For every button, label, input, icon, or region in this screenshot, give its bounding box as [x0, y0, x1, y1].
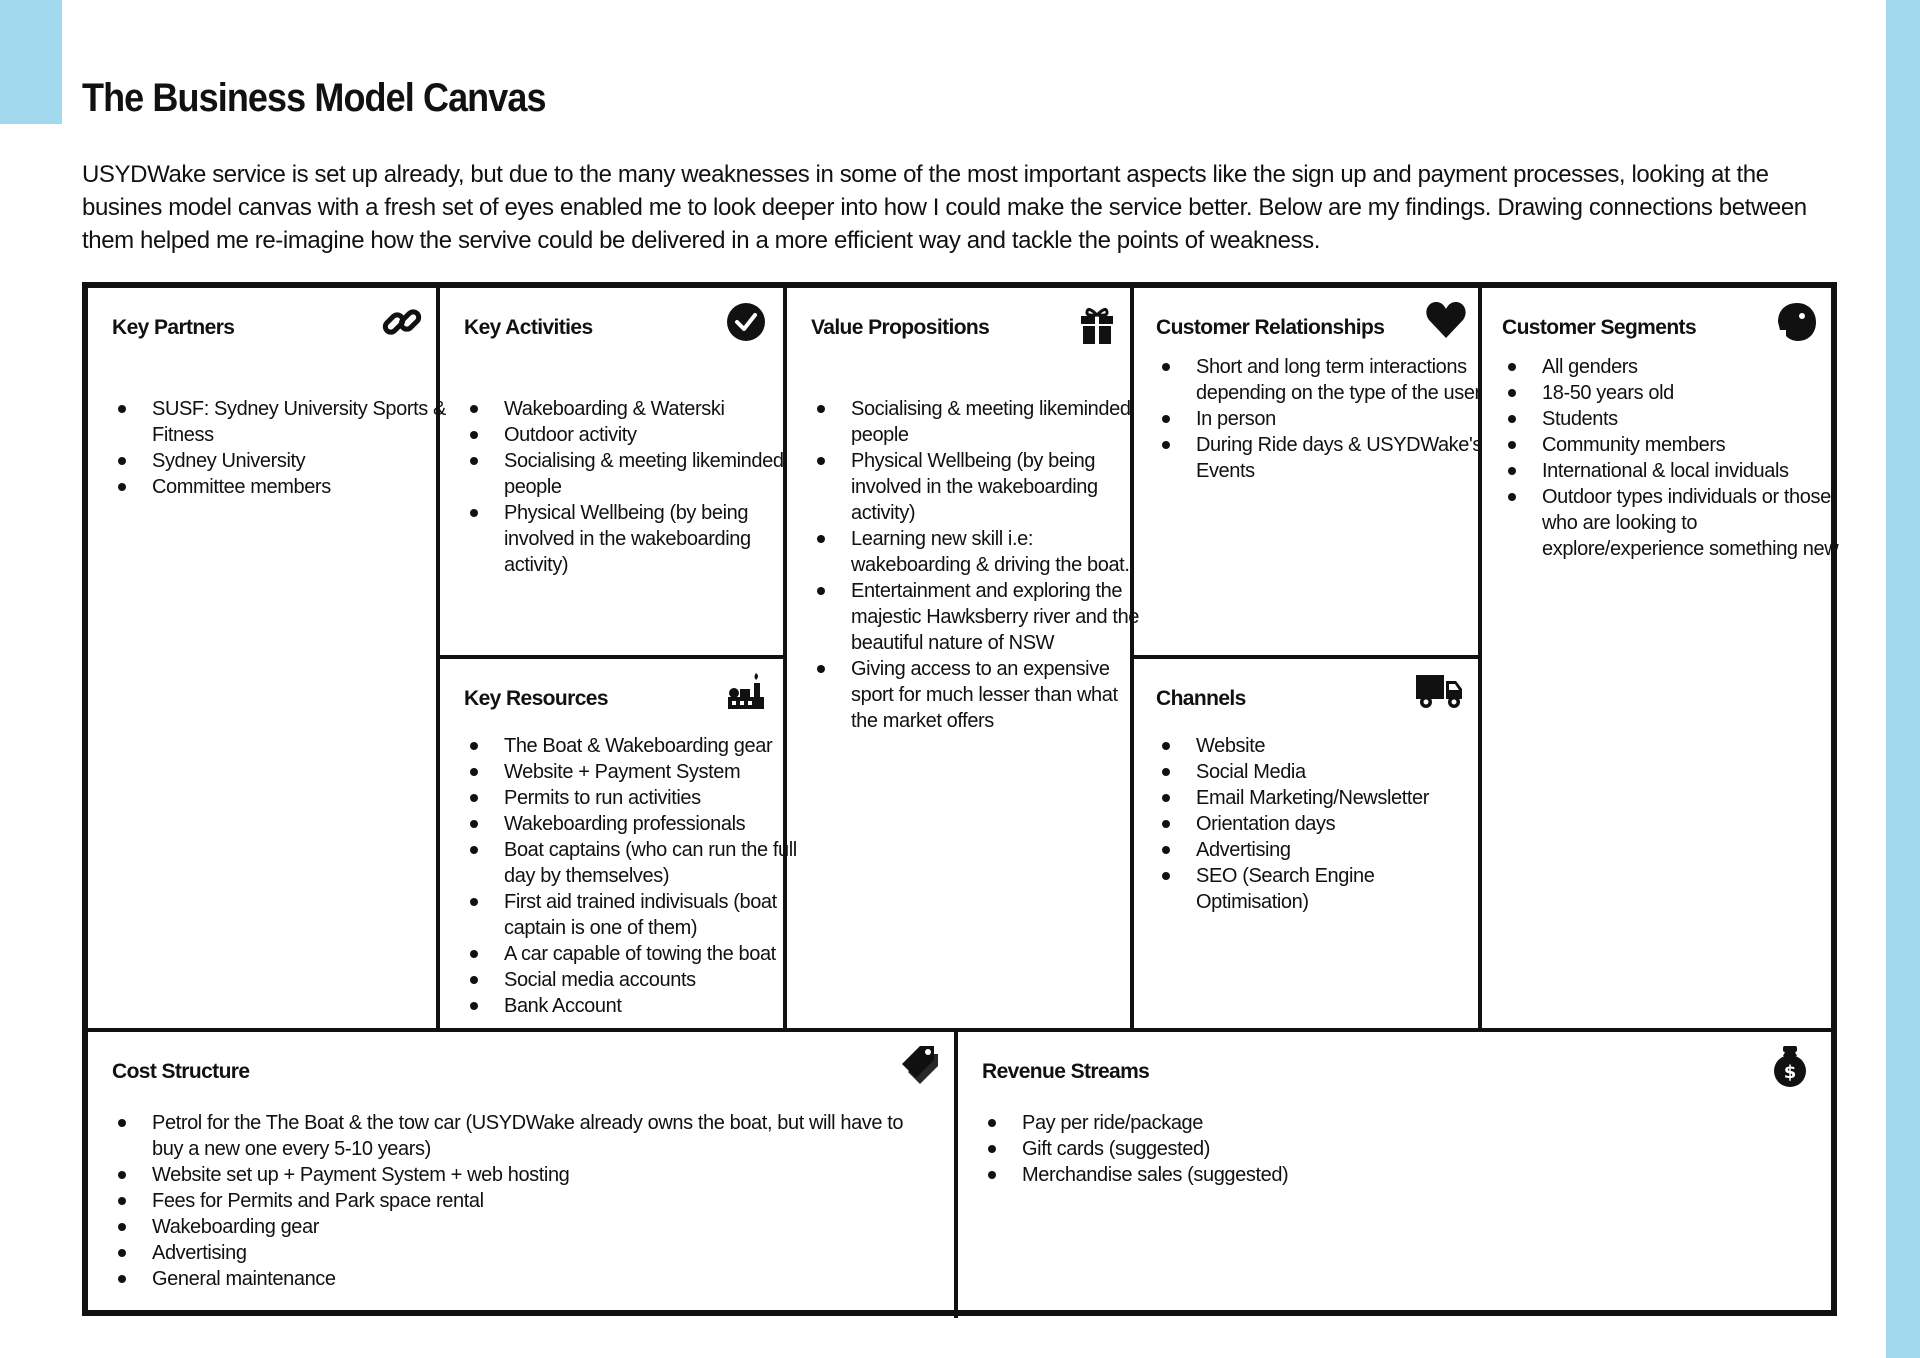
- list-item: Social Media: [1196, 759, 1486, 785]
- block-title: Channels: [1156, 687, 1246, 710]
- list-item: Website + Payment System: [504, 759, 804, 785]
- page-title: The Business Model Canvas: [82, 76, 546, 120]
- list-item: Outdoor types individuals or those who are looking to explore/experience something new: [1542, 484, 1842, 562]
- list-item: Website set up + Payment System + web hosting: [152, 1162, 932, 1188]
- block-title: Key Resources: [464, 687, 608, 710]
- list-item: All genders: [1542, 354, 1842, 380]
- list-item: In person: [1196, 406, 1486, 432]
- list-item: Short and long term interactions depending on the type of the user: [1196, 354, 1486, 406]
- factory-icon: [724, 669, 768, 713]
- block-title: Cost Structure: [112, 1060, 250, 1083]
- block-title: Value Propositions: [811, 316, 990, 339]
- list-item: Learning new skill i.e: wakeboarding & driving the boat.: [851, 526, 1141, 578]
- list-item: Orientation days: [1196, 811, 1486, 837]
- block-title: Key Partners: [112, 316, 235, 339]
- list-item: Socialising & meeting likeminded people: [504, 448, 794, 500]
- list-item: Physical Wellbeing (by being involved in the wakeboarding activity): [851, 448, 1141, 526]
- block-title: Customer Segments: [1502, 316, 1697, 339]
- list-item: Community members: [1542, 432, 1842, 458]
- business-model-canvas: [82, 282, 1837, 1316]
- gift-icon: [1075, 302, 1119, 346]
- list-item: Bank Account: [504, 993, 804, 1019]
- item-list: [112, 396, 452, 500]
- block-key-activities: [440, 288, 783, 655]
- list-item: SUSF: Sydney University Sports & Fitness: [152, 396, 452, 448]
- block-customer-segments: [1482, 288, 1839, 1028]
- list-item: Socialising & meeting likeminded people: [851, 396, 1141, 448]
- svg-text:$: $: [1783, 1062, 1797, 1083]
- list-item: Boat captains (who can run the full day by themselves): [504, 837, 804, 889]
- block-customer-relationships: [1134, 288, 1483, 655]
- list-item: The Boat & Wakeboarding gear: [504, 733, 804, 759]
- list-item: Physical Wellbeing (by being involved in the wakeboarding activity): [504, 500, 794, 578]
- accent-bar-left: [0, 0, 62, 124]
- list-item: Wakeboarding professionals: [504, 811, 804, 837]
- list-item: Pay per ride/package: [1022, 1110, 1802, 1136]
- block-key-resources: [440, 659, 797, 1028]
- item-list: [1156, 354, 1486, 484]
- link-icon: [380, 300, 424, 344]
- list-item: A car capable of towing the boat: [504, 941, 804, 967]
- item-list: [982, 1110, 1802, 1188]
- block-channels: [1134, 659, 1478, 1028]
- item-list: [1156, 733, 1486, 915]
- list-item: SEO (Search Engine Optimisation): [1196, 863, 1486, 915]
- list-item: Outdoor activity: [504, 422, 794, 448]
- list-item: Website: [1196, 733, 1486, 759]
- item-list: [464, 396, 794, 578]
- block-cost-structure: [88, 1032, 954, 1310]
- list-item: Advertising: [152, 1240, 932, 1266]
- block-revenue-streams: [958, 1032, 1833, 1310]
- list-item: Permits to run activities: [504, 785, 804, 811]
- list-item: Merchandise sales (suggested): [1022, 1162, 1802, 1188]
- accent-bar-right: [1886, 0, 1920, 1358]
- block-title: Revenue Streams: [982, 1060, 1150, 1083]
- item-list: [811, 396, 1141, 734]
- price-tag-icon: [898, 1042, 942, 1086]
- list-item: International & local inviduals: [1542, 458, 1842, 484]
- truck-icon: [1414, 667, 1464, 711]
- list-item: Advertising: [1196, 837, 1486, 863]
- intro-paragraph: USYDWake service is set up already, but due to the many weaknesses in some of the most important aspects like the sign up and payment processes, looking at the busines model canvas with a fresh set of eyes enabled me to look deeper into how I could make the service better. Below are my findings. Drawing connections between them helped me re-imagine how the servive could be delivered in a more efficient way and tackle the points of weakness.: [82, 161, 1807, 254]
- block-value-propositions: [787, 288, 1140, 1028]
- list-item: First aid trained indivisuals (boat captain is one of them): [504, 889, 804, 941]
- block-key-partners: [88, 288, 446, 1028]
- list-item: Social media accounts: [504, 967, 804, 993]
- list-item: Committee members: [152, 474, 452, 500]
- checkmark-icon: [724, 300, 768, 344]
- list-item: Petrol for the The Boat & the tow car (USYDWake already owns the boat, but will have to buy a new one every 5-10 years): [152, 1110, 932, 1162]
- list-item: During Ride days & USYDWake's Events: [1196, 432, 1486, 484]
- list-item: Wakeboarding & Waterski: [504, 396, 794, 422]
- list-item: Wakeboarding gear: [152, 1214, 932, 1240]
- item-list: [112, 1110, 932, 1292]
- list-item: Entertainment and exploring the majestic Hawksberry river and the beautiful nature of NSW: [851, 580, 1140, 654]
- block-title: Customer Relationships: [1156, 316, 1385, 339]
- heart-icon: [1424, 298, 1468, 342]
- item-list: [1502, 354, 1842, 562]
- list-item: General maintenance: [152, 1266, 932, 1292]
- list-item: Giving access to an expensive sport for much lesser than what the market offers: [851, 656, 1141, 734]
- item-list: [464, 733, 804, 1019]
- money-bag-icon: [1768, 1044, 1812, 1088]
- list-item: Students: [1542, 406, 1842, 432]
- face-icon: [1774, 300, 1818, 344]
- block-title: Key Activities: [464, 316, 593, 339]
- list-item: Fees for Permits and Park space rental: [152, 1188, 932, 1214]
- list-item: Email Marketing/Newsletter: [1196, 785, 1486, 811]
- list-item: Sydney University: [152, 448, 452, 474]
- list-item: 18-50 years old: [1542, 380, 1842, 406]
- list-item: Gift cards (suggested): [1022, 1136, 1802, 1162]
